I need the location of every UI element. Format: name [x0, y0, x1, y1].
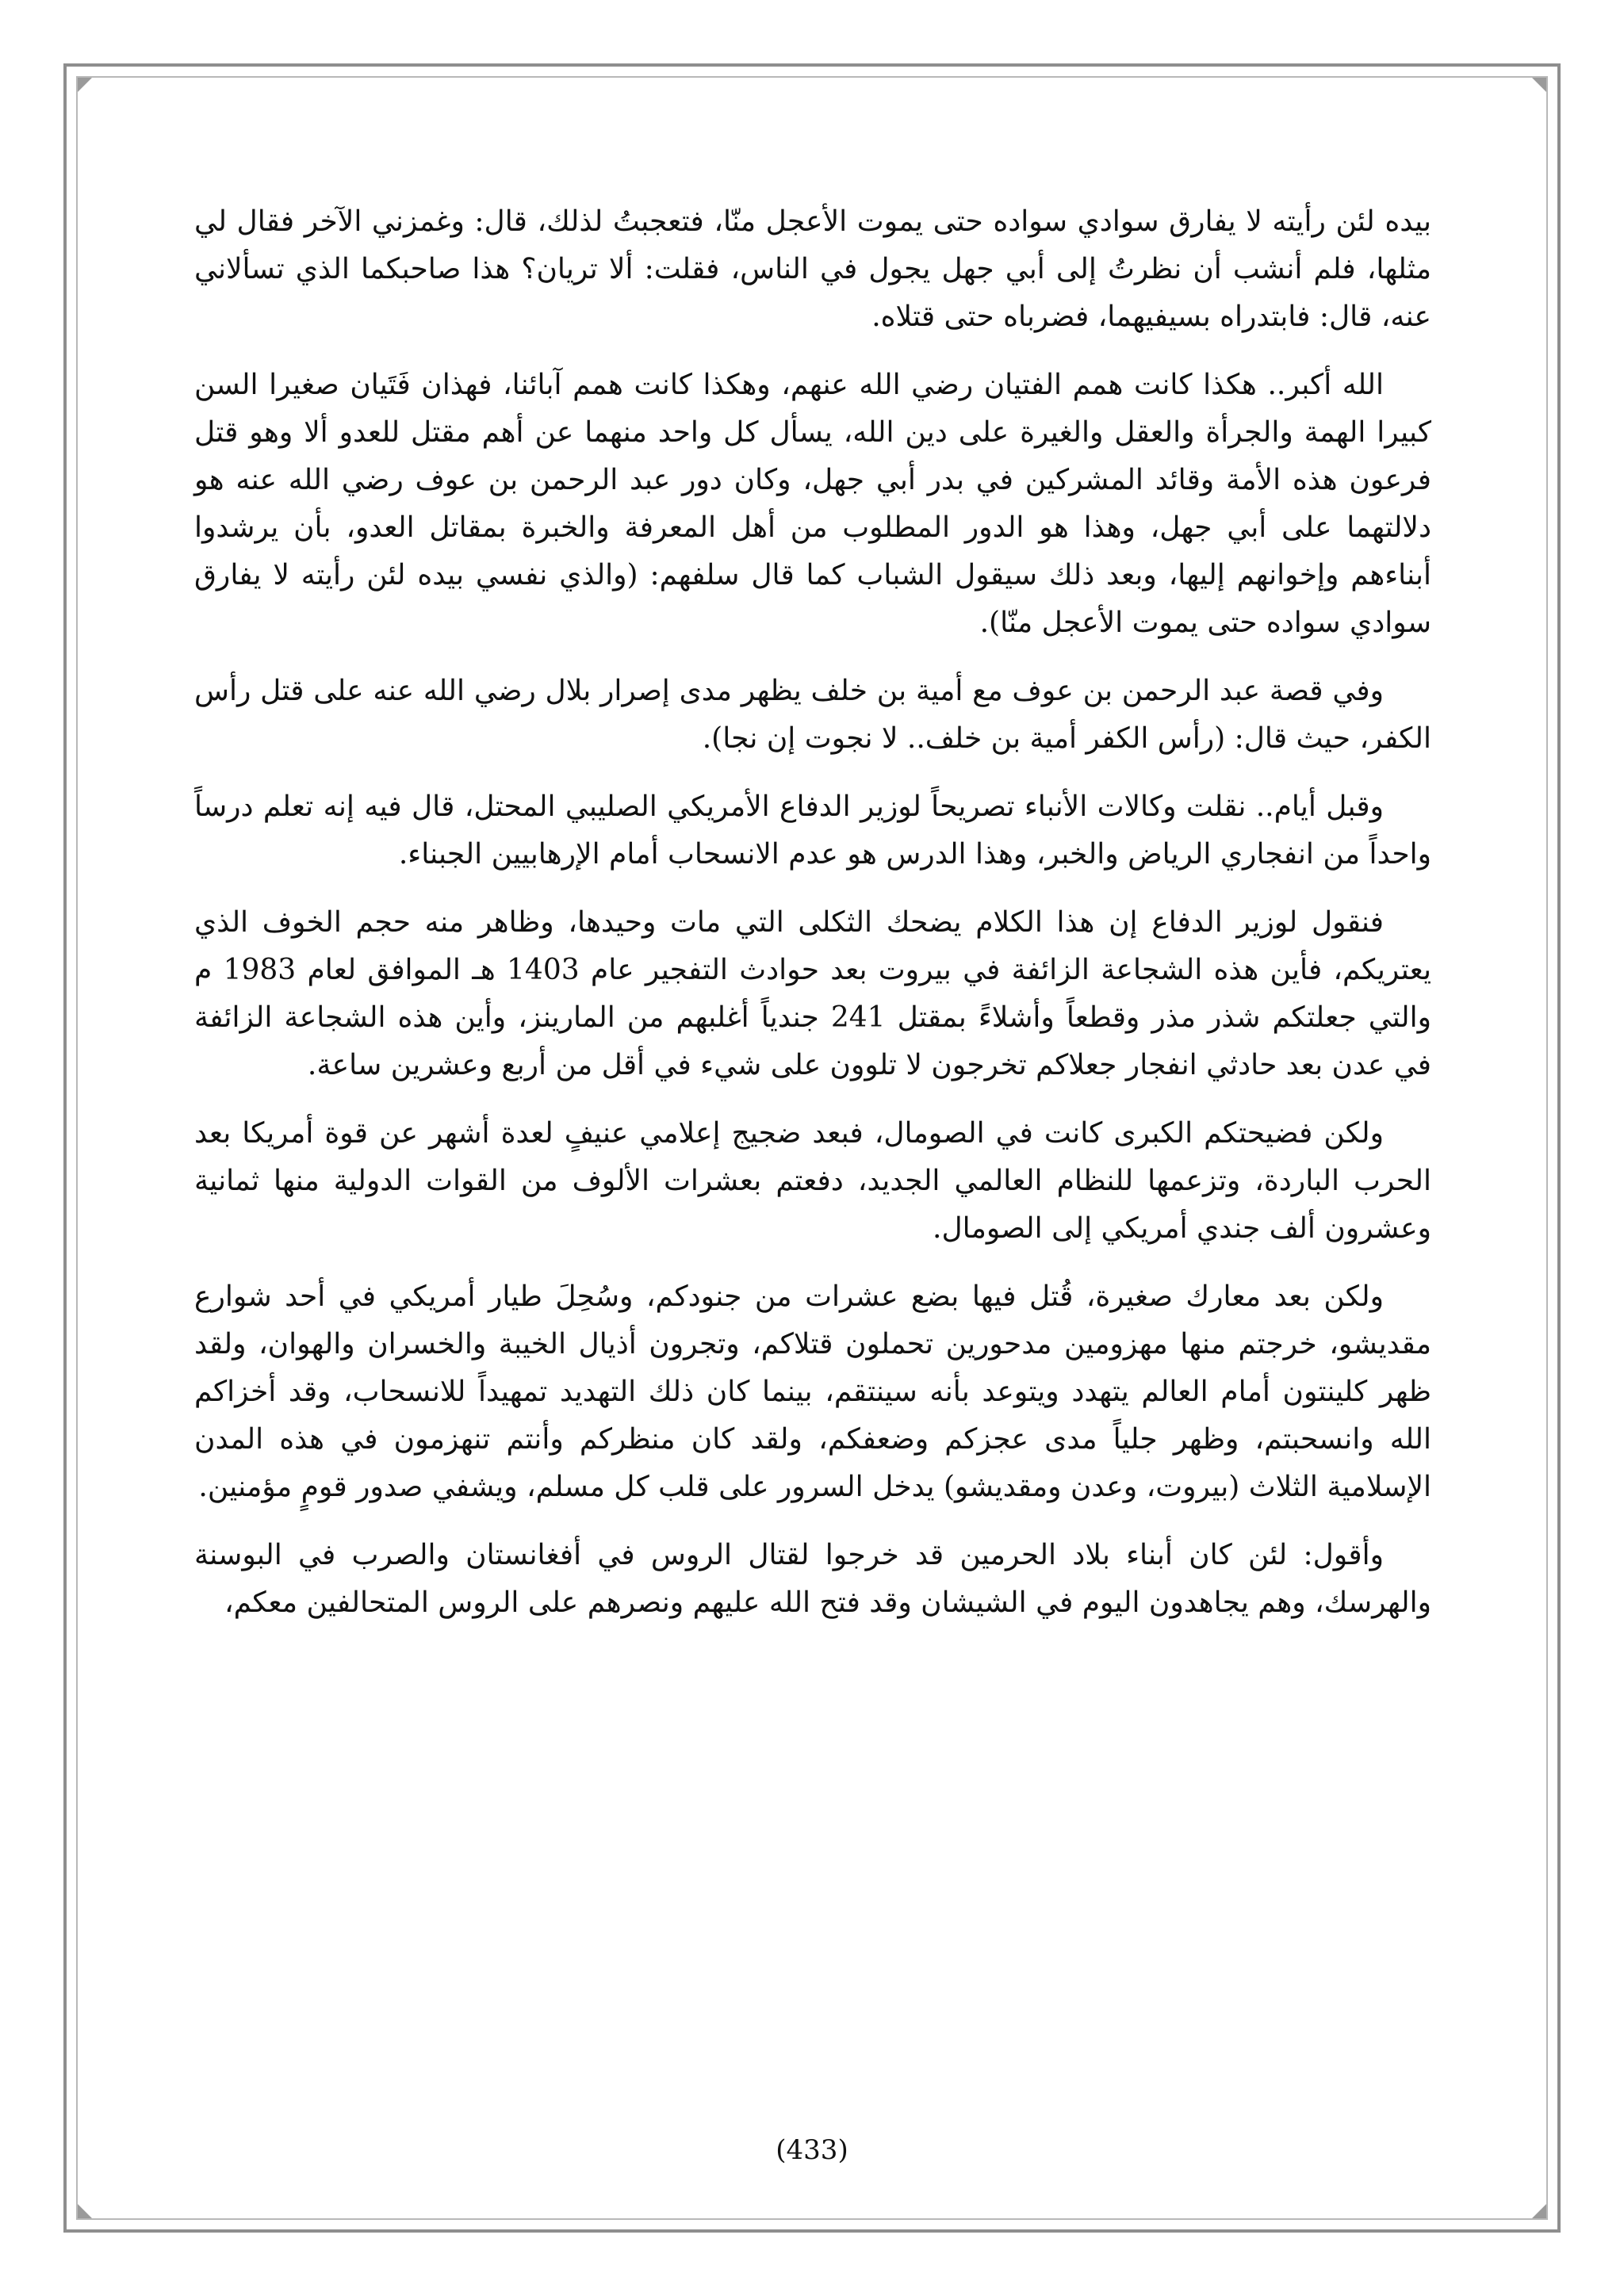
paragraph: الله أكبر.. هكذا كانت همم الفتيان رضي الله عنهم، وهكذا كانت همم آبائنا، فهذان فَتَيان صغيرا السن كبيرا الهمة والجرأة والعقل والغيرة على دين الله، يسأل كل واحد منهما عن أهم مقتل للعدو ألا وهو قتل فرعون هذه الأمة وقائد المشركين في بدر أبي جهل، وكان دور عبد الرحمن بن عوف رضي الله عنه هو دلالتهما على أبي جهل، وهذا هو الدور المطلوب من أهل المعرفة والخبرة بمقاتل العدو، بأن يرشدوا أبناءهم وإخوانهم إليها، وبعد ذلك سيقول الشباب كما قال سلفهم: (والذي نفسي بيده لئن رأيته لا يفارق سوادي سواده حتى يموت الأعجل منّا). — [194, 369, 1431, 639]
paragraph: وقبل أيام.. نقلت وكالات الأنباء تصريحاً لوزير الدفاع الأمريكي الصليبي المحتل، قال فيه إنه تعلم درساً واحداً من انفجاري الرياض والخبر، وهذا الدرس هو عدم الانسحاب أمام الإرهابيين الجبناء. — [194, 790, 1431, 871]
paragraph: فنقول لوزير الدفاع إن هذا الكلام يضحك الثكلى التي مات وحيدها، وظاهر منه حجم الخوف الذي يعتريكم، فأين هذه الشجاعة الزائفة في بيروت بعد حوادث التفجير عام 1403 هـ الموافق لعام 1983 م والتي جعلتكم شذر مذر وقطعاً وأشلاءً بمقتل 241 جندياً أغلبهم من المارينز، وأين هذه الشجاعة الزائفة في عدن بعد حادثي انفجار جعلاكم تخرجون لا تلوون على شيء في أقل من أربع وعشرين ساعة. — [194, 906, 1432, 1081]
paragraph: وفي قصة عبد الرحمن بن عوف مع أمية بن خلف يظهر مدى إصرار بلال رضي الله عنه على قتل رأس الكفر، حيث قال: (رأس الكفر أمية بن خلف.. لا نجوت إن نجا). — [194, 675, 1431, 755]
paragraph: وأقول: لئن كان أبناء بلاد الحرمين قد خرجوا لقتال الروس في أفغانستان والصرب في البوسنة والهرسك، وهم يجاهدون اليوم في الشيشان وقد فتح الله عليهم ونصرهم على الروس المتحالفين معكم، — [194, 1539, 1431, 1619]
paragraph: بيده لئن رأيته لا يفارق سوادي سواده حتى يموت الأعجل منّا، فتعجبتُ لذلك، قال: وغمزني الآخر فقال لي مثلها، فلم أنشب أن نظرتُ إلى أبي جهل يجول في الناس، فقلت: ألا تريان؟ هذا صاحبكما الذي تسألاني عنه، قال: فابتدراه بسيفيهما، فضرباه حتى قتلاه. — [194, 205, 1431, 333]
corner-ornament-bottom-right — [1532, 2204, 1546, 2218]
paragraph: ولكن بعد معارك صغيرة، قُتل فيها بضع عشرات من جنودكم، وسُحِلَ طيار أمريكي في أحد شوارع مقديشو، خرجتم منها مهزومين مدحورين تحملون قتلاكم، وتجرون أذيال الخيبة والخسران والهوان، ولقد ظهر كلينتون أمام العالم يتهدد ويتوعد بأنه سينتقم، بينما كان ذلك التهديد تمهيداً للانسحاب، وقد أخزاكم الله وانسحبتم، وظهر جلياً مدى عجزكم وضعفكم، ولقد كان منظركم وأنتم تنهزمون في هذه المدن الإسلامية الثلاث (بيروت، وعدن ومقديشو) يدخل السرور على قلب كل مسلم، ويشفي صدور قومٍ مؤمنين. — [194, 1280, 1431, 1503]
page-body — [194, 198, 1431, 1647]
corner-ornament-top-right — [1532, 78, 1546, 92]
paragraph: ولكن فضيحتكم الكبرى كانت في الصومال، فبعد ضجيج إعلامي عنيفٍ لعدة أشهر عن قوة أمريكا بعد الحرب الباردة، وتزعمها للنظام العالمي الجديد، دفعتم بعشرات الألوف من القوات الدولية منها ثمانية وعشرون ألف جندي أمريكي إلى الصومال. — [194, 1117, 1431, 1245]
page-number: (433) — [776, 2134, 848, 2166]
corner-ornament-bottom-left — [78, 2204, 92, 2218]
corner-ornament-top-left — [78, 78, 92, 92]
